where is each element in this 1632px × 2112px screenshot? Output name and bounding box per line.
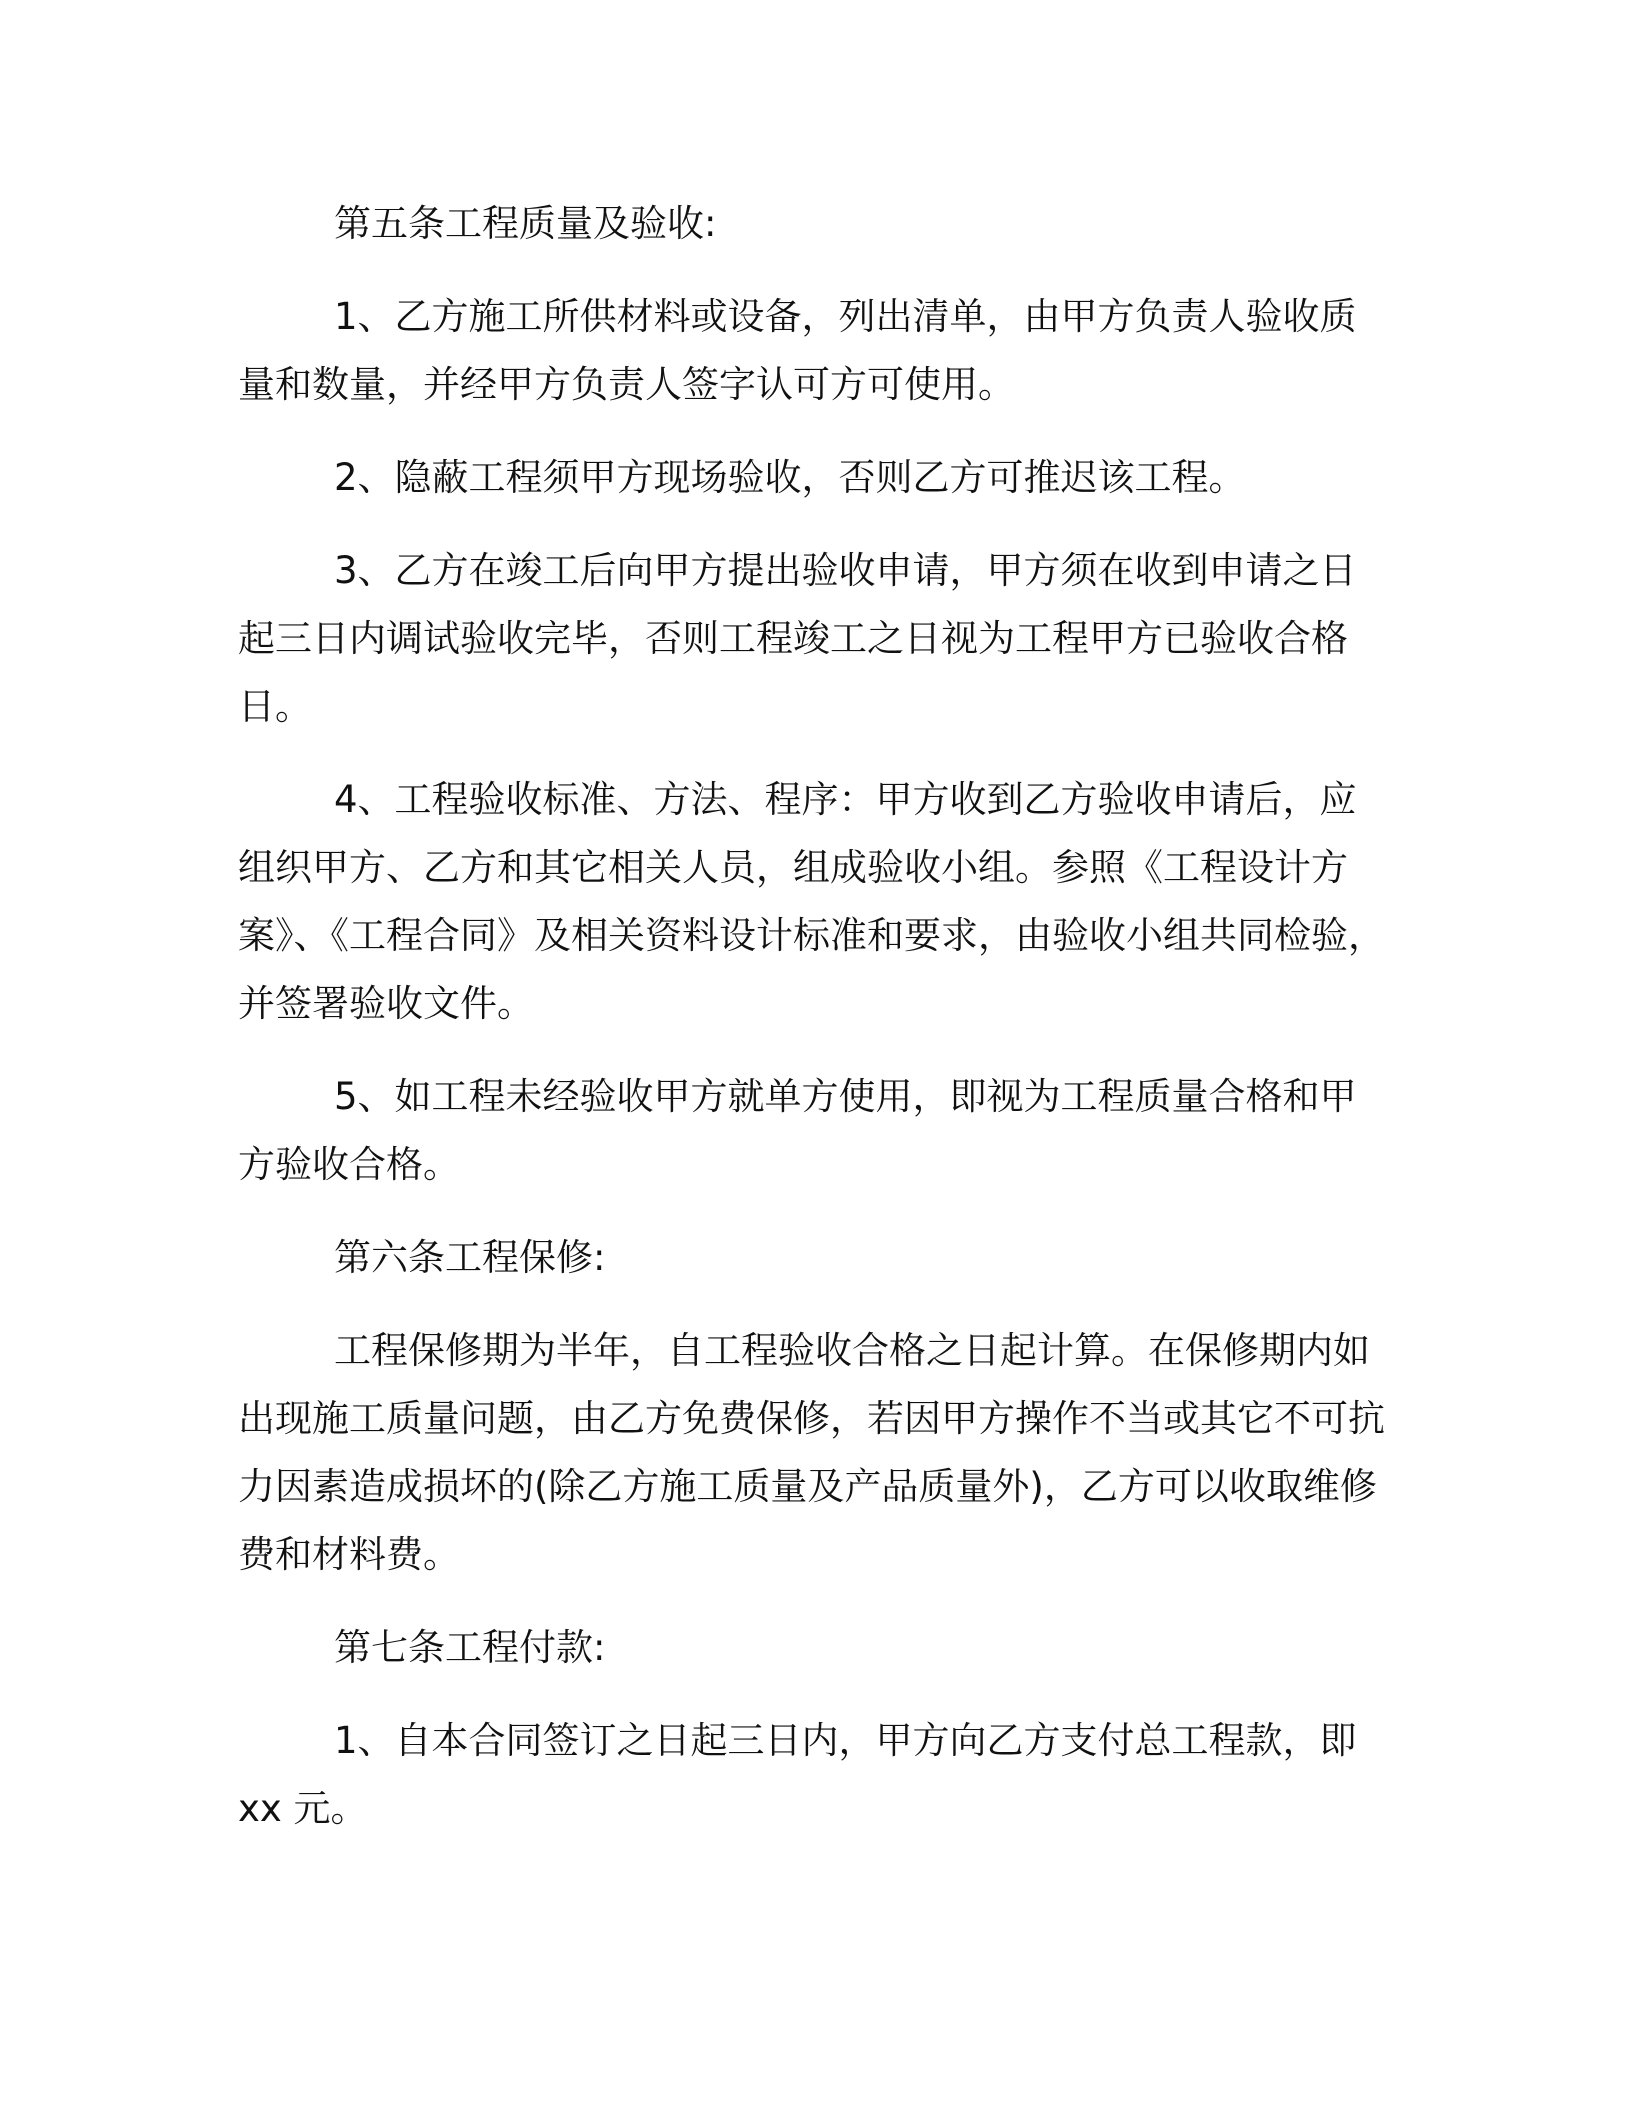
document-body (238, 190, 1388, 1868)
article-7-item-1: 1、自本合同签订之日起三日内，甲方向乙方支付总工程款，即 xx 元。 (238, 1719, 1357, 1830)
article-5-item-1: 1、乙方施工所供材料或设备，列出清单，由甲方负责人验收质量和数量，并经甲方负责人签字认可方可使用。 (238, 295, 1357, 406)
article-7-heading: 第七条工程付款: (334, 1626, 606, 1669)
article-5-item-2: 2、隐蔽工程须甲方现场验收，否则乙方可推迟该工程。 (334, 456, 1246, 499)
article-6-body: 工程保修期为半年，自工程验收合格之日起计算。在保修期内如出现施工质量问题，由乙方免费保修，若因甲方操作不当或其它不可抗力因素造成损坏的(除乙方施工质量及产品质量外)，乙方可以收取维修费和材料费。 (238, 1329, 1385, 1576)
article-5-item-4: 4、工程验收标准、方法、程序：甲方收到乙方验收申请后，应组织甲方、乙方和其它相关人员，组成验收小组。参照《工程设计方案》、《工程合同》及相关资料设计标准和要求，由验收小组共同检验，并签署验收文件。 (238, 778, 1385, 1025)
article-5-item-5: 5、如工程未经验收甲方就单方使用，即视为工程质量合格和甲方验收合格。 (238, 1075, 1357, 1186)
article-5-item-3: 3、乙方在竣工后向甲方提出验收申请，甲方须在收到申请之日起三日内调试验收完毕，否则工程竣工之日视为工程甲方已验收合格日。 (238, 549, 1357, 728)
article-5-heading: 第五条工程质量及验收: (334, 202, 717, 245)
article-6-heading: 第六条工程保修: (334, 1236, 606, 1279)
